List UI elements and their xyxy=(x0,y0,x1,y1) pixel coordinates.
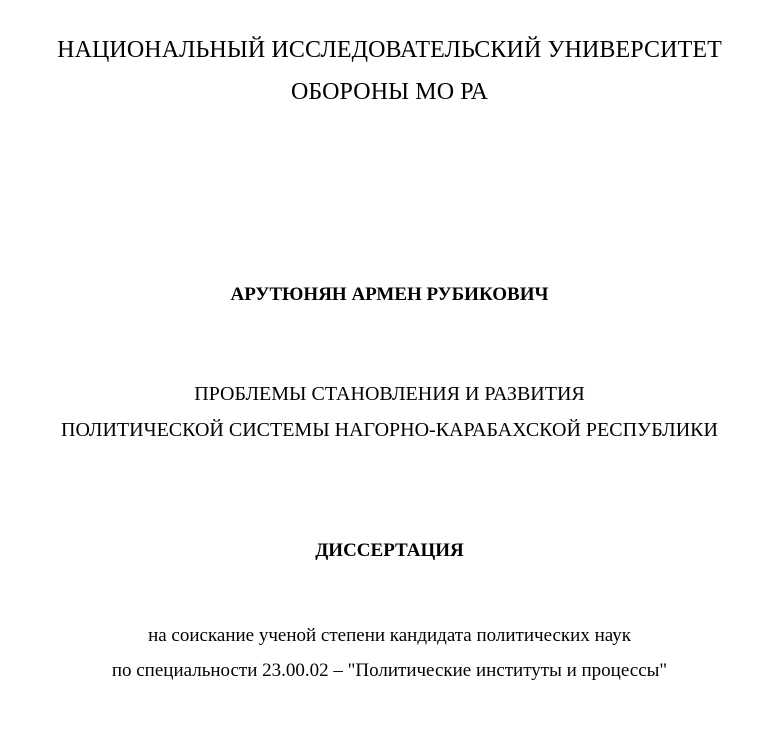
degree-line-1: на соискание ученой степени кандидата политических наук xyxy=(148,625,631,646)
institution-line-2: ОБОРОНЫ МО РА xyxy=(290,79,489,105)
topic-line-2: ПОЛИТИЧЕСКОЙ СИСТЕМЫ НАГОРНО-КАРАБАХСКОЙ РЕСПУБЛИКИ xyxy=(61,419,718,441)
topic-line-1: ПРОБЛЕМЫ СТАНОВЛЕНИЯ И РАЗВИТИЯ xyxy=(194,383,585,405)
degree-line-2: по специальности 23.00.02 – "Политические институты и процессы" xyxy=(111,660,668,681)
author-name: АРУТЮНЯН АРМЕН РУБИКОВИЧ xyxy=(230,284,549,305)
document-type: ДИССЕРТАЦИЯ xyxy=(315,540,464,561)
institution-line-1: НАЦИОНАЛЬНЫЙ ИССЛЕДОВАТЕЛЬСКИЙ УНИВЕРСИТЕТ xyxy=(57,37,722,63)
